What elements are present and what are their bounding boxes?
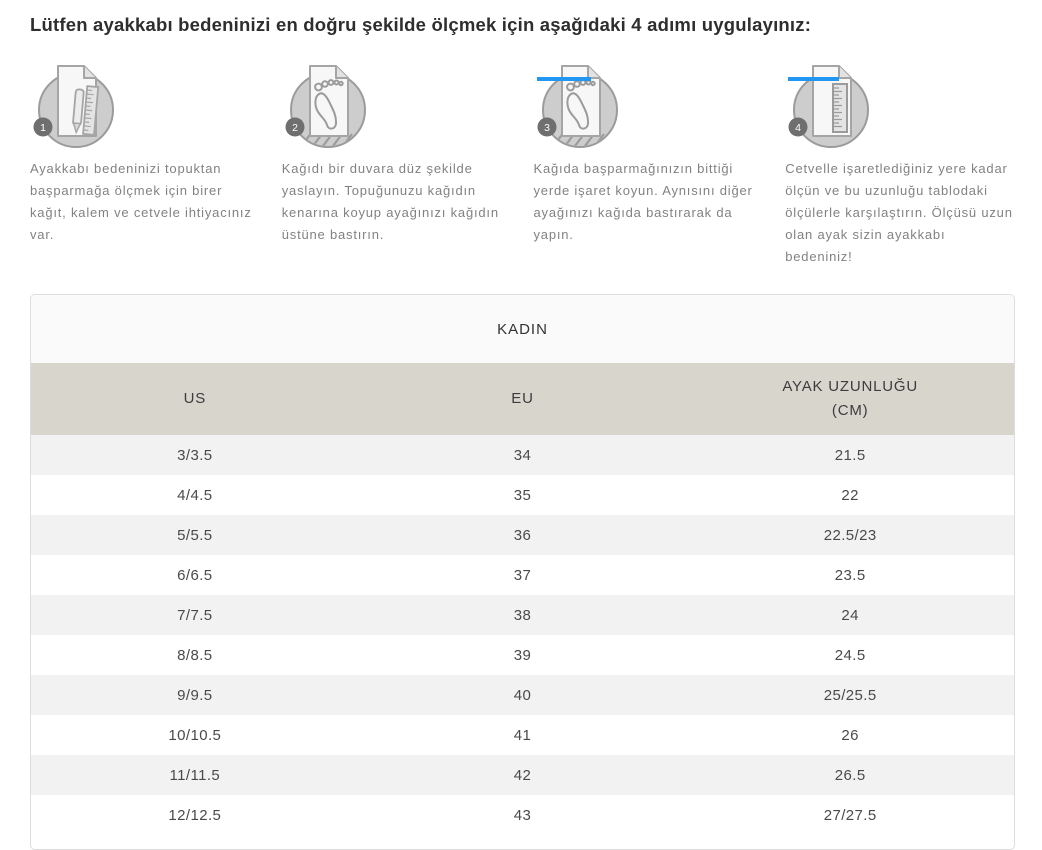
step-number-badge: 4 bbox=[795, 122, 802, 134]
table-row bbox=[31, 435, 1014, 475]
eu-size: 43 bbox=[513, 806, 532, 824]
step-number-badge: 1 bbox=[40, 122, 46, 134]
paper-ruler-measure-icon bbox=[785, 62, 881, 150]
column-header-eu: EU bbox=[511, 390, 534, 407]
paper-footprint-icon bbox=[282, 62, 378, 150]
eu-size: 37 bbox=[513, 566, 532, 584]
foot-length-cm: 27/27.5 bbox=[823, 806, 877, 824]
table-body bbox=[31, 435, 1014, 835]
step-3 bbox=[534, 62, 764, 268]
us-size: 4/4.5 bbox=[177, 486, 213, 504]
step-4-text: Cetvelle işaretlediğiniz yere kadar ölçün ve bu uzunluğu tablodaki ölçülerle karşılaştırın. Ölçüsü uzun olan ayak sizin ayakkabı bedeniniz! bbox=[785, 161, 1013, 264]
table-row bbox=[31, 635, 1014, 675]
table-row bbox=[31, 795, 1014, 835]
step-1 bbox=[30, 62, 260, 268]
us-size: 3/3.5 bbox=[177, 446, 213, 464]
foot-length-cm: 21.5 bbox=[834, 446, 866, 464]
foot-length-cm: 24 bbox=[841, 606, 859, 624]
page-title: Lütfen ayakkabı bedeninizi en doğru şekilde ölçmek için aşağıdaki 4 adımı uygulayınız: bbox=[30, 14, 812, 35]
us-size: 5/5.5 bbox=[177, 526, 213, 544]
step-1-text: Ayakkabı bedeninizi topuktan başparmağa ölçmek için birer kağıt, kalem ve cetvele ihtiyacınız var. bbox=[30, 161, 252, 242]
column-header-foot-length-line2: (CM) bbox=[831, 402, 869, 419]
paper-pencil-ruler-icon bbox=[30, 62, 126, 150]
eu-size: 41 bbox=[513, 726, 532, 744]
eu-size: 38 bbox=[513, 606, 532, 624]
step-number-badge: 3 bbox=[543, 122, 550, 134]
us-size: 8/8.5 bbox=[177, 646, 213, 664]
step-3-text: Kağıda başparmağınızın bittiği yerde işaret koyun. Aynısını diğer ayağınızı kağıda bastırarak da yapın. bbox=[533, 161, 753, 242]
eu-size: 34 bbox=[513, 446, 532, 464]
foot-length-cm: 25/25.5 bbox=[823, 686, 877, 704]
foot-length-cm: 26.5 bbox=[834, 766, 866, 784]
step-number-badge: 2 bbox=[291, 122, 298, 134]
table-row bbox=[31, 515, 1014, 555]
table-row bbox=[31, 555, 1014, 595]
table-row bbox=[31, 715, 1014, 755]
foot-length-cm: 24.5 bbox=[834, 646, 866, 664]
table-column-headers bbox=[31, 363, 1014, 435]
step-4 bbox=[785, 62, 1015, 268]
table-row bbox=[31, 675, 1014, 715]
table-row bbox=[31, 475, 1014, 515]
us-size: 10/10.5 bbox=[168, 726, 222, 744]
us-size: 12/12.5 bbox=[168, 806, 222, 824]
foot-length-cm: 23.5 bbox=[834, 566, 866, 584]
foot-length-cm: 22.5/23 bbox=[823, 526, 877, 544]
step-2-text: Kağıdı bir duvara düz şekilde yaslayın. Topuğunuzu kağıdın kenarına koyup ayağınızı kağıdın üstüne bastırın. bbox=[281, 161, 499, 242]
foot-length-cm: 22 bbox=[841, 486, 859, 504]
us-size: 11/11.5 bbox=[169, 766, 221, 784]
us-size: 7/7.5 bbox=[177, 606, 213, 624]
us-size: 9/9.5 bbox=[177, 686, 213, 704]
column-header-foot-length bbox=[686, 375, 1014, 423]
eu-size: 42 bbox=[513, 766, 532, 784]
steps-row bbox=[30, 62, 1015, 268]
eu-size: 35 bbox=[513, 486, 532, 504]
us-size: 6/6.5 bbox=[177, 566, 213, 584]
eu-size: 39 bbox=[513, 646, 532, 664]
paper-footprint-mark-icon bbox=[534, 62, 630, 150]
foot-length-cm: 26 bbox=[841, 726, 859, 744]
step-2 bbox=[282, 62, 512, 268]
column-header-us: US bbox=[183, 390, 207, 407]
column-header-foot-length-line1: AYAK UZUNLUĞU bbox=[782, 378, 919, 395]
size-table-card bbox=[30, 294, 1015, 850]
table-row bbox=[31, 755, 1014, 795]
table-row bbox=[31, 595, 1014, 635]
eu-size: 40 bbox=[513, 686, 532, 704]
eu-size: 36 bbox=[513, 526, 532, 544]
table-group-header: KADIN bbox=[31, 295, 1014, 363]
